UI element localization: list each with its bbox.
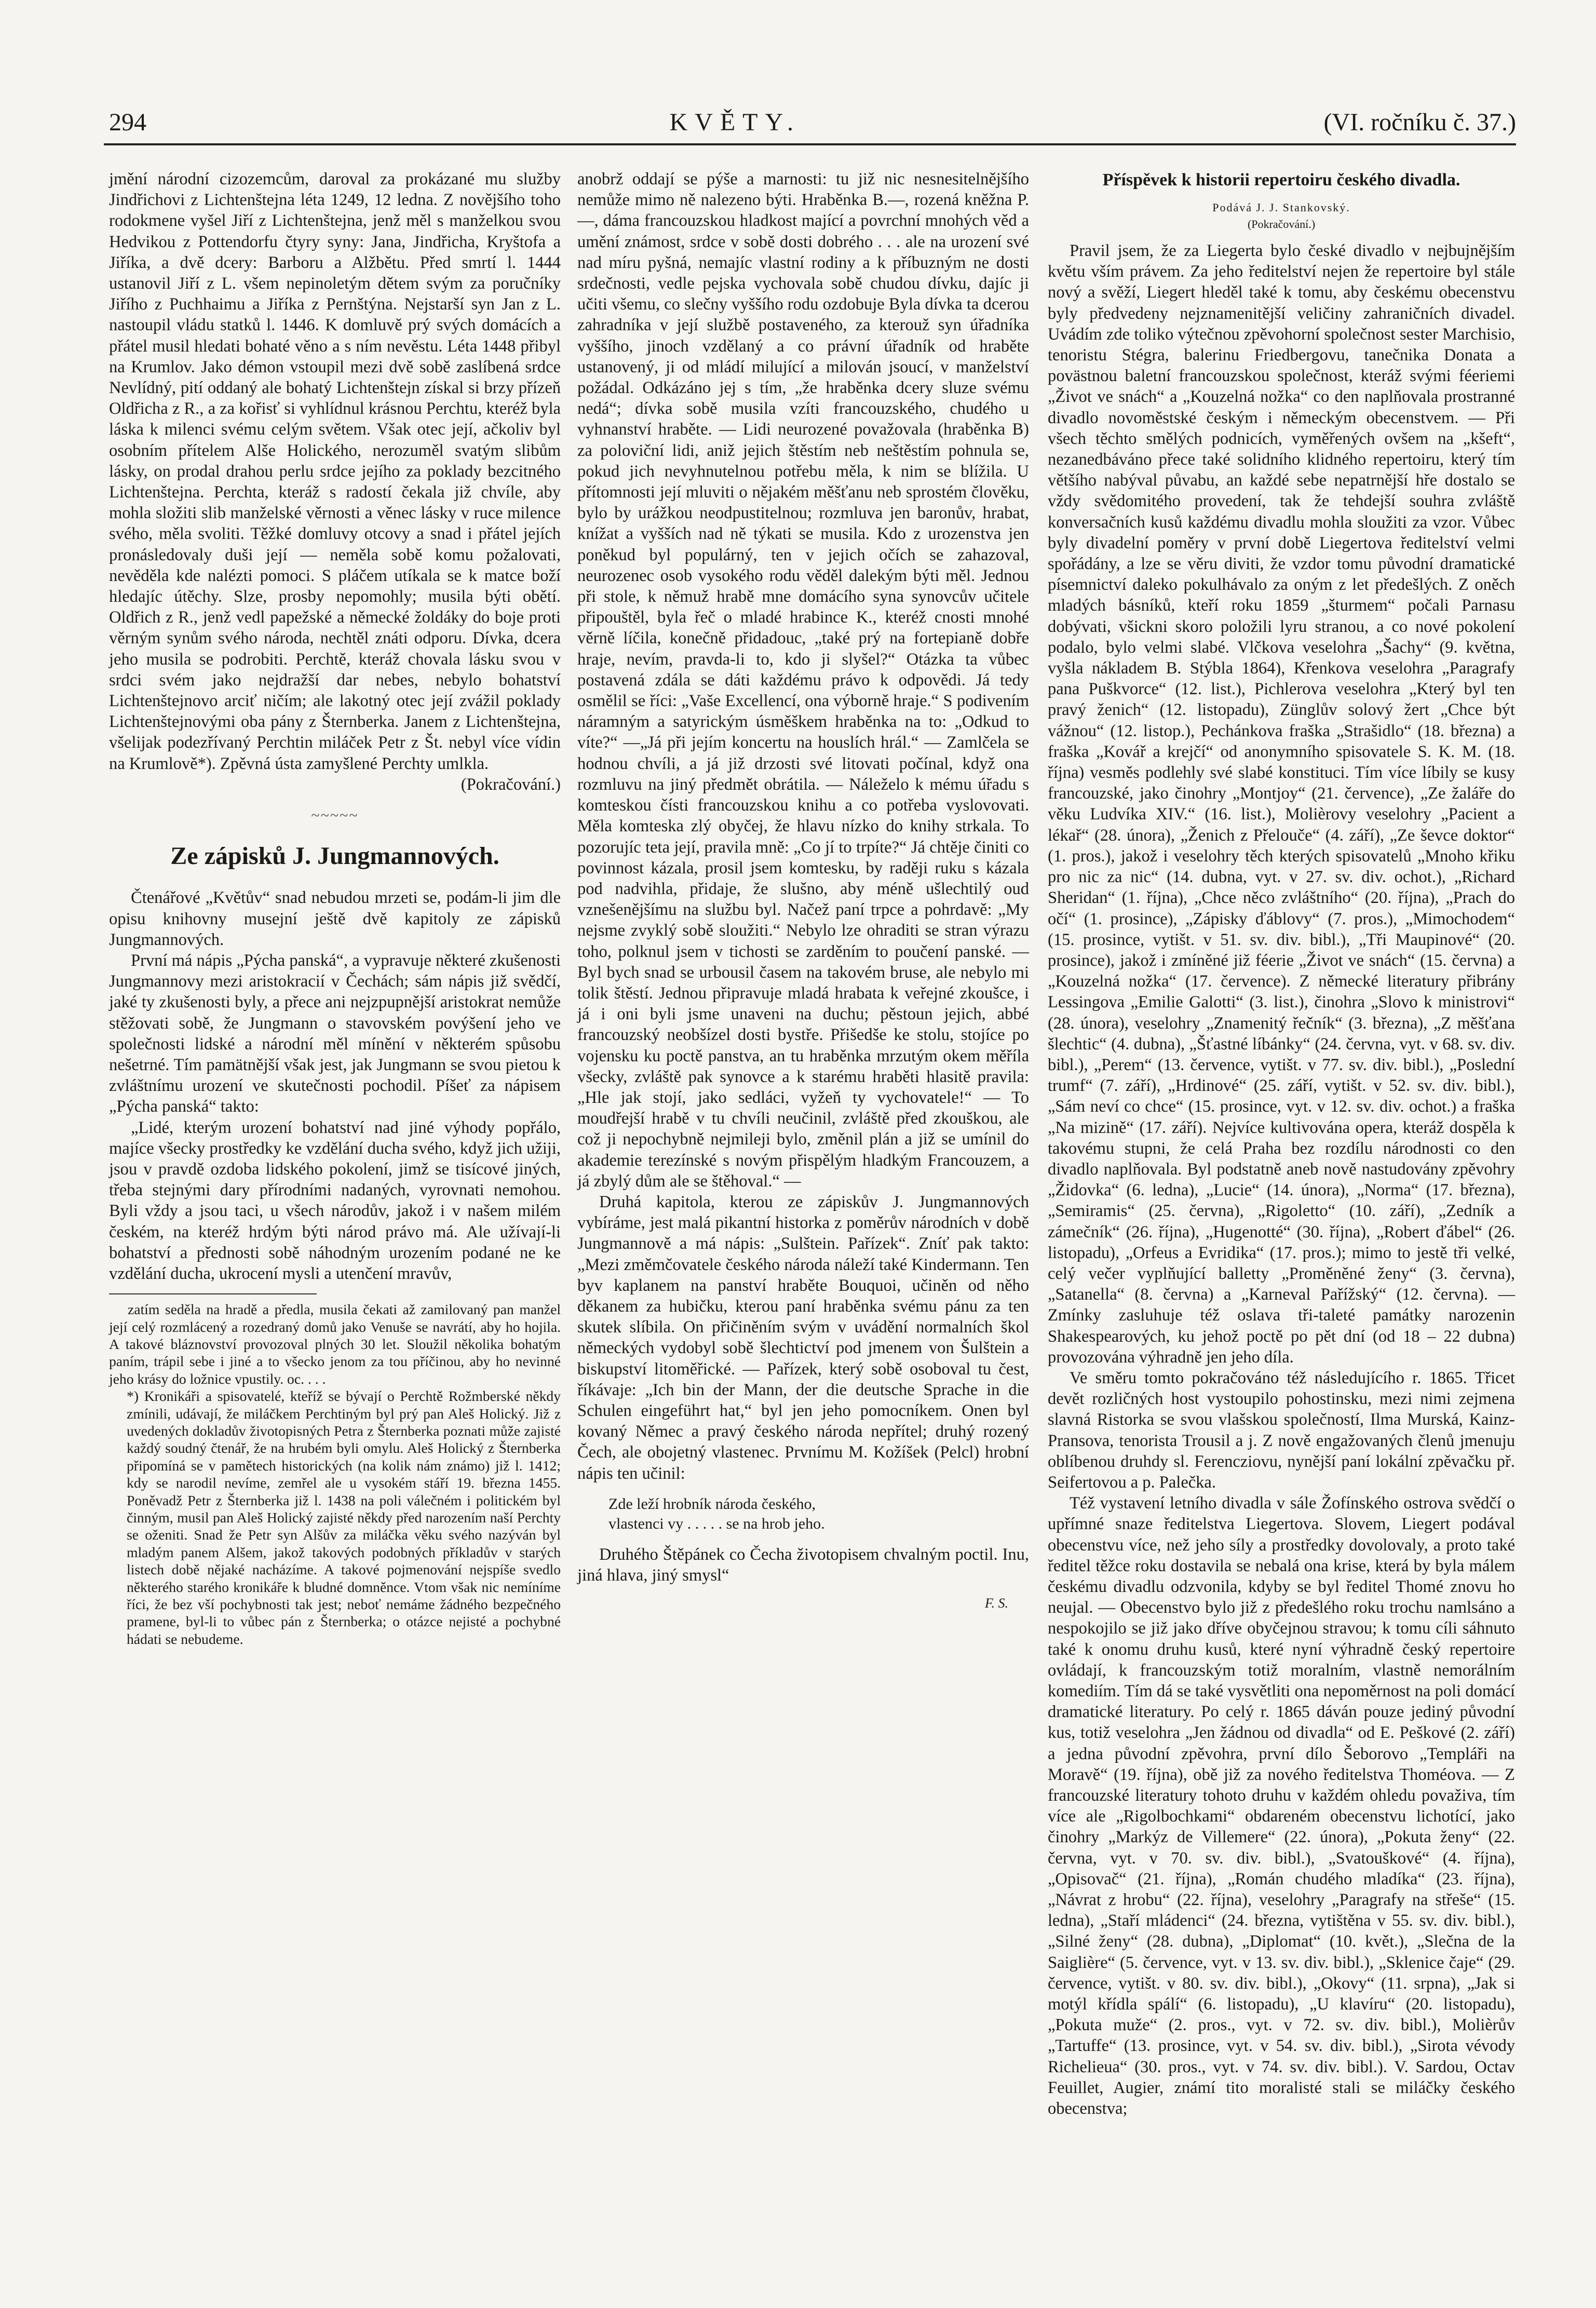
epitaph-verse: [608, 1494, 1029, 1534]
verse-line: vlastenci vy . . . . . se na hrob jeho.: [608, 1515, 825, 1532]
footnotes: [109, 1301, 561, 1648]
volume-issue: (VI. ročníku č. 37.): [1323, 108, 1516, 136]
paragraph: Též vystavení letního divadla v sále Žofínského ostrova svědčí o upřímné snaze ředitelstva Liegertova. Slovem, Liegert podával obecenstvu více, než jeho síly a prostředky dovolovaly, a proto také ředitel těžce roku dostavila se nebalá ona krise, která by byla málem českému divadlu odzvonila, kdyby se byl ředitel Thomé znovu ho neujal. — Obecenstvo bylo již z předešlého roku trochu namlsáno a nespokojilo se již jako dříve obyčejnou stravou; k tomu cíli sáhnuto také k onomu druhu kusů, které nyní výhradně český repertoire ovládají, k francouzským totiž moralním, vlastně nemorálním komediím. Tím dá se také vysvětliti ona nepoměrnost na poli domácí dramatické literatury. Po celý r. 1865 dáván pouze jediný původní kus, totiž veselohra „Jen žádnou od divadla“ od E. Peškové (2. září) a jedna původní zpěvohra, první dílo Šeborovo „Templáři na Moravě“ (19. října), obě již za nového ředitelstva Thoméova. — Z francouzské literatury tohoto druhu v každém ohledu považiva, tím více ale „Rigolbochkami“ obdareném obecenstvu lichotící, jako činohry „Markýz de Villemere“ (22. února), „Pokuta ženy“ (22. června, vyt. v 70. sv. div. bibl.), „Svatouškové“ (4. října), „Opisovač“ (21. října), „Román chudého mladíka“ (23. října), „Návrat z hrobu“ (22. října), veselohry „Paragrafy na střeše“ (15. ledna), „Staří mládenci“ (24. března, vytištěna v 55. sv. div. bibl.), „Silné ženy“ (28. dubna), „Diplomat“ (10. květ.), „Slečna de la Saiglière“ (5. července, vyt. v 13. sv. div. bibl.), „Sklenice čaje“ (29. července, vytišt. v 80. sv. div. bibl.), „Okovy“ (11. srpna), „Jak si motýl křídla spálí“ (6. listopadu), „U klavíru“ (20. listopadu), „Pokuta muže“ (2. pros., vyt. v 72. sv. div. bibl.), Molièrův „Tartuffe“ (13. prosince, vyt. v 54. sv. div. bibl.), „Sirota vévody Richelieua“ (30. pros., vyt. v 74. sv. div. bibl.). V. Sardou, Octav Feuillet, Augier, známí tito moralisté stali se miláčky českého obecenstva;: [1048, 1494, 1515, 2118]
continued-marker: (Pokračování.): [461, 775, 561, 794]
paragraph: Pravil jsem, že za Liegerta bylo české divadlo v nejbujnějším květu vším právem. Za jeho ředitelství nejen že repertoire byl stále nový a svěží, Liegert hleděl také k tomu, aby českému obecenstvu byly předvedeny nejznamenitější veličiny zahraničních divadel. Uvádím zde toliko výtečnou zpěvohorní společnost sester Marchisio, tenoristu Stégra, balerinu Friedbergovu, tanečnika Donata a povästnou baletní francouzskou společnost, kteráž svými féeriemi „Život ve snách“ a „Kouzelná nožka“ co den naplňovala prostranné divadlo novoměstské českým i německým obecenstvem. — Při všech těchto smělých podnicích, vyměřených ovšem na „kšeft“, nezanedbáváno přece také solidního klidného repertoiru, který tím většího nabýval půvabu, an každé sebe nepatrnější hře dostalo se vždy svědomitého provedení, tak že tehdejší souhra zvláště konversačních kusů každému divadlu mohla sloužiti za vzor. Vůbec byly divadelní poměry v první době Liegertova ředitelství velmi spořádány, a lze se věru diviti, že vzdor tomu původní dramatické písemnictví daleko pokulhávalo za oným z let předešlých. Z oněch mladých básníků, kteří roku 1859 „šturmem“ počali Parnasu dobývati, všickni skoro položili lyru stranou, a co nové pokolení podalo, bylo velmi slabé. Vlčkova veselohra „Šachy“ (9. května, vyšla nákladem B. Stýbla 1864), Křenkova veselohra „Paragrafy pana Puškvorce“ (12. list.), Pichlerova veselohra „Který byl ten pravý ženich“ (12. listopadu), Zünglův solový žert „Chce být vážnou“ (12. listop.), Pechánkova fraška „Strašidlo“ (18. března) a fraška „Kovář a krejčí“ od anonymního spisovatele S. K. M. (18. října) vesměs podlehly své slabé konstituci. Tím více líbily se kusy francouzské, jako činohry „Montjoy“ (21. července), „Ze žaláře do věku Ludvíka XIV.“ (16. list.), Molièrovy veselohry „Pacient a lékař“ (28. února), „Ženich z Přelouče“ (4. září), „Ze ševce doktor“ (1. pros.), jakož i veselohry těch kterých spisovatelů „Mnoho křiku pro nic za nic“ (14. dubna, vyt. v 27. sv. div. ochot.), „Richard Sheridan“ (1. října), „Chce něco zvláštního“ (20. října), „Prach do očí“ (1. prosince), „Zápisky ďáblovy“ (7. pros.), „Mimochodem“ (15. prosince, vytišt. v 51. sv. div. bibl.), „Tři Maupinové“ (20. prosince), jakož i zmíněné již féerie „Život ve snách“ (15. června) a „Kouzelná nožka“ (17. července). Z německé literatury přibrány Lessingova „Emilie Galotti“ (3. list.), činohra „Slovo k ministrovi“ (28. února), veselohry „Znamenitý řečník“ (3. března), „Z měšťana šlechtic“ (4. dubna), „Šťastné líbánky“ (24. června, vyt. v 68. sv. div. bibl.), „Perem“ (13. července, vytišt. v 77. sv. div. bibl.), „Poslední trumf“ (7. září), „Hrdinové“ (25. září, vytišt. v 52. sv. div. bibl.), „Sám neví co chce“ (15. prosince, vyt. v 12. sv. div. ochot.) a fraška „Na mizině“ (17. září). Nejvíce kultivována opera, kteráž dospěla k takovému stupni, že celá Praha bez rozdílu národnosti co den divadlo naplňovala. Byl podstatně aneb nově nastudovány zpěvohry „Židovka“ (6. ledna), „Lucie“ (14. února), „Norma“ (17. března), „Semiramis“ (25. června), „Rigoletto“ (10. září), „Zedník a zámečník“ (26. října), „Hugenotté“ (30. října), „Robert ďábel“ (26. listopadu), „Orfeus a Evridika“ (17. pros.); mimo to jestě tři velké, celý večer vyplňující balletty „Proměněné ženy“ (3. června), „Satanella“ (8. června) a „Karneval Pařížský“ (12. června). — Zmínky zasluhuje též oslava tři-taleté památky narozenin Shakespearových, ku jehož poctě po pět dní (od 18 – 22 dubna) provozována výhradně jen jeho díla.: [1048, 241, 1515, 1367]
page-header: [109, 106, 1516, 138]
paragraph: „Lidé, kterým urození bohatství nad jiné výhody popřálo, majíce všecky prostředky ke vzdělání ducha svého, když jich užiji, jsou v pravdě ozdoba lidského pokolení, jimž se tisícové jiných, třeba stejnými dary přírodními nadaných, vyrovnati nemohou. Byli vždy a jsou taci, u všech národův, jakož i v našem milém českém, na kteréž hrdým býti národ právo má. Ale užívají-li bohatství a přednosti sobě náhodným urozením podané ne ke vzdělání ducha, ukrocení mysli a utenčení mravův,: [109, 1118, 561, 1283]
journal-title: KVĚTY.: [669, 108, 801, 136]
column-left: [109, 169, 561, 1648]
footnote: zatím seděla na hradě a předla, musila čekati až zamilovaný pan manžel její celý rozmlácený a rozedraný domů jako Venuše se navrátí, aby ho hojila. A takové bláznovství provozoval plných 30 let. Sloužil několika bohatým paním, trápil sebe i jiné a to všecko jenom za tou příčinou, aby ho nevinné jeho krásy do ložnice vpustily. oc. . . .: [109, 1301, 561, 1387]
article-heading: Ze zápisků J. Jungmannových.: [170, 842, 499, 870]
article-continuation-text: jmění národní cizozemcům, daroval za prokázané mu služby Jindřichovi z Lichtenštejna léta 1249, 12 ledna. Z novějšího toho rodokmene vyšel Jiří z Lichtenštejna, jenž měl s manželkou svou Hedvikou z Pottendorfu čtyry syny: Jana, Jindřicha, Kryštofa a Jiříka, a dvě dcery: Barboru a Alžbětu. Před smrtí l. 1444 ustanovil Jiří z L. všem nepinoletým dětem svým za poručníky Jiřího z Puchhaimu a Jiříka z Pernštýna. Nejstarší syn Jan z L. nastoupil vládu statků l. 1446. K domluvě prý svých domácích a přátel musil hledati bohaté věno a s ním nevěstu. Léta 1448 přibyl na Krumlov. Jako démon vstoupil mezi dvě sobě zaslíbená srdce Nevlídný, pití oddaný ale bohatý Lichtenštejn získal si brzy přízeň Oldřicha z R., a za kořisť si vyhlídnul krásnou Perchtu, kteréž byla láska k milenci svému celým světem. Však otec její, ačkoliv byl osobním přítelem Alše Holického, nerozuměl svatým slibům lásky, on prodal drahou perlu srdce jejího za poklady bezcitného Lichtenštejna. Perchta, kteráž s radostí čekala již chvíle, aby mohla složiti slib manželské věrnosti a věnec lásky v ruce milence svého, měla svoliti. Těžké domluvy otcovy a snad i přátel jejích pronásledovaly duši její — neměla sobě komu požalovati, nevěděla kde nalézti pomoci. S pláčem utíkala se k matce boží hledajíc útěchy. Slze, prosby nepomohly; musila býti obětí. Oldřich z R., jenž vedl papežské a německé žoldáky do boje proti věrným synům svého národa, nechtěl znáti odporu. Dívka, dcera jeho musila se podrobiti. Perchtě, kteráž chovala lásku svou v srdci svém jako nejdražší dar nebes, nebylo bohatství Lichtenštejnovo arciť ničím; ale lakotný otec její zvážil poklady Lichtenštejnovými oba pány z Šternberka. Janem z Lichtenštejna, všelijak podezřívaný Perchtin miláček Petr z Št. nebyl více vídin na Krumlově*). Zpěvná ústa zamyšlené Perchty umlkla.: [109, 170, 561, 773]
footnote: *) Kronikáři a spisovatelé, kteříž se bývají o Perchtě Rožmberské někdy zmínili, udávají, že miláčkem Perchtiným byl prý pan Aleš Holický. Již z uvedených dokladův životopisných Petra z Šternberka poznati může zajisté každý soudný čtenář, že na hrubém byli omylu. Aleš Holický z Šternberka připomíná se v pamětech historických (na kolik nám známo) již l. 1412; kdy se narodil nevíme, zemřel ale u vysokém stáří 19. března 1455. Poněvadž Petr z Šternberka již l. 1438 na poli válečném i politickém byl činným, musil pan Aleš Holický zajisté někdy před narozením naší Perchty se oženiti. Snad že Petr syn Alšův za miláčka věku svého nazýván byl mladým panem Alšem, jakož takových podobných příkladův v starých listech době nějaké nacházíme. A takové pojmenování nejspíše svedlo některého starého kronikáře k bludné domněnce. Vtom však nic nemíníme říci, že bez vší pochybnosti tak jest; neboť nemáme žádného bezpečného pramene, byl-li to vůbec pán z Šternberka; o otázce nejisté a pochybné hádati se nebudeme.: [127, 1388, 561, 1647]
paragraph: Druhého Štěpánek co Čecha životopisem chvalným poctil. Inu, jiná hlava, jiný smysl“: [577, 1545, 1029, 1585]
header-rule: [104, 143, 1516, 145]
paragraph: Čtenářové „Květův“ snad nebudou mrzeti se, podám-li jim dle opisu knihovny musejní ještě dvě kapitoly ze zápisků Jungmannových.: [109, 888, 561, 949]
paragraph: Druhá kapitola, kterou ze zápiskův J. Jungmannových vybíráme, jest malá pikantní historka z poměrův národních v době Jungmannově a má nápis: „Sulštein. Pařízek“. Zníť pak takto: „Mezi změmčovatele českého národa náleží také Kindermann. Ten byv kaplanem na panství hraběte Bouquoi, učiněn od něho děkanem za hubičku, kterou paní hraběnka svému pánu za ten skutek slíbila. On přičiněním svým v uvádění normalních škol německých vydobyl sobě šlechtictví pod jmenem von Šulštein a biskupství litoměřické. — Pařízek, který sobě osoboval tu čest, říkávaje: „Ich bin der Mann, der die deutsche Sprache in die Schulen eingeführt hat,“ byl jen jeho pomocníkem. Onen byl kovaný Němec a pravý českého národa nepřítel; druhý rozený Čech, ale obojetný vlastenec. Prvnímu M. Kožíšek (Pelcl) hrobní nápis ten učinil:: [577, 1192, 1029, 1483]
paragraph: Ve směru tomto pokračováno též následujícího r. 1865. Třicet devět rozličných host vystoupilo pohostinsku, mezi nimi zejmena slavná Ristorka se svou vlašskou společností, Ilma Murská, Kainz-Pransova, tenorista Trousil a j. Z nově engažovaných členů jmenuju oblíbenou druhdy sl. Ferencziovu, nynější paní lokální zpěvačku př. Seifertovou a p. Palečka.: [1048, 1368, 1515, 1492]
page-number: 294: [109, 108, 146, 136]
byline: Podává J. J. Stankovský.: [1212, 201, 1350, 214]
footnote-rule: [109, 1293, 317, 1294]
paragraph: anobrž oddají se pýše a marnosti: tu již nic nesnesitelnějšího nemůže mimo ně nalezeno býti. Hraběnka B.—, rozená kněžna P.—, dáma francouzskou hladkost mající a povrchní mnohých věd a umění známost, srdce v sobě dosti dobrého . . . ale na urození své nad míru pyšná, nemajíc vlastní rodiny a k příbuzným ne dosti srdečnosti, vedle pejska vychovala sobě chudou dívku, dajíc ji učiti všemu, co slečny vyššího rodu ozdobuje Byla dívka ta dcerou zahradníka v její službě postaveného, za kterouž syn úřadníka vyššího, jinoch vzdělaný a co právní úřadník od hraběte ustanovený, ji od mládí milující a milován jsoucí, v manželství požádal. Odkázáno jej s tím, „že hraběnka dcery sluze svému nedá“; dívka sobě musila vzíti francouzského, chudého u vyhnanství hraběte. — Lidi neurozené považovala (hraběnka B) za poloviční lidi, aniž jejich štěstím neb neštěstím pohnula se, pokud jich nevyhnutelnou potřebu měla, k nim se blížila. U přítomnosti její mluviti o nějakém měšťanu neb sprostém člověku, bylo by urážkou neodpustitelnou; rozmluva jen baronův, hrabat, knížat a vyšších nad ně týkati se musila. Kdo z urozenstva jen poněkud byl populárný, ten v jejich očích se zahazoval, neurozenec osob vysokého rodu věděl dalekým býti měl. Jednou při stole, k němuž hrabě mne domácího syna synovcův učitele připouštěl, byla řeč o mladé hrabince K., kteréž cnosti mnohé věrně líčila, konečně přidadouc, „také prý na fortepianě dobře hraje, nevím, pravda-li to, kdo ji slyšel?“ Otázka ta vůbec postavená zdála se dáti každému právo k odpovědi. Já tedy osmělil se říci: „Vaše Excellencí, ona výborně hraje.“ S podivením náramným a satyrickým úsměškem hraběnka na to: „Odkud to víte?“ —„Já při jejím koncertu na houslích hrál.“ — Zamlčela se hodnou chvíli, a já již drzosti své litovati počínal, když ona rozmluvu na jiný předmět obrátila. — Náleželo k mému úřadu s komteskou čísti francouzskou knihu a co potřeba vyslovovati. Měla komteska zlý obyčej, že hlavu nízko do knihy strkala. To pozorujíc teta její, pravila mně: „Co jí to trpíte?“ Já chtěje činiti co povinnost kázala, prosil jsem komtesku, by raději ruku s kázala pod nadvihla, přidaje, že slušno, aby méně ušlechtilý oud vznešenějšímu na službu byl. Načež paní trpce a pohrdavě: „My nejsme zvyklý sobě sloužiti.“ Nebylo lze ohraditi se stran výrazu toho, polknul jsem v tichosti se zarděním to poučení panské. — Byl bych snad se urbousil časem na takovém bruse, ale nebylo mi tolik štěstí. Jednou připravuje mladá hrabata k veřejné zkoušce, i já i oni byli jsme unaveni na duchu; pěstoun jejich, abbé francouzský neobšízel dosti bystře. Přišedše ke stolu, stojíce po vojensku ku poctě panstva, an tu hraběnka mrzutým okem měříla všecky, zvláště pak synovce a k starému hraběti hlasitě pravila: „Hle jak stojí, jako sedláci, vyžeň ty vychovatele!“ — To moudřejší hrabě v tu chvíli neučinil, zvláště před zkouškou, ale což ji nepochybně nejmileji bylo, změnil plán a již se umínil do akademie terezínské s novým přispělým hladkým Francouzem, a já zbylý dům ale se štěhoval.“ —: [577, 170, 1029, 1191]
continued-marker: (Pokračování.): [1247, 218, 1316, 231]
column-right: [1048, 169, 1515, 2119]
article-heading: Příspěvek k historii repertoiru českého divadla.: [1102, 170, 1460, 190]
column-middle: [577, 169, 1029, 1614]
section-ornament: ~~~~~: [311, 807, 359, 825]
verse-line: Zde leží hrobník národa českého,: [608, 1495, 816, 1513]
author-signature: F. S.: [984, 1596, 1008, 1611]
paragraph: První má nápis „Pýcha panská“, a vypravuje některé zkušenosti Jungmannovy mezi aristokracií v Čechách; sám nápis již svědčí, jaké ty zkušenosti byly, a přece ani nejzpupnější aristokrat nemůže stěžovati sobě, že Jungmann o stavovském povýšení jeho ve společnosti lidské a národní měl mínění v některém spůsobu nešetrné. Tím pamätnější však jest, jak Jungmann se svou pietou k zvláštnímu urození ve skutečnosti pochodil. Píšeť za nápisem „Pýcha panská“ takto:: [109, 951, 561, 1116]
